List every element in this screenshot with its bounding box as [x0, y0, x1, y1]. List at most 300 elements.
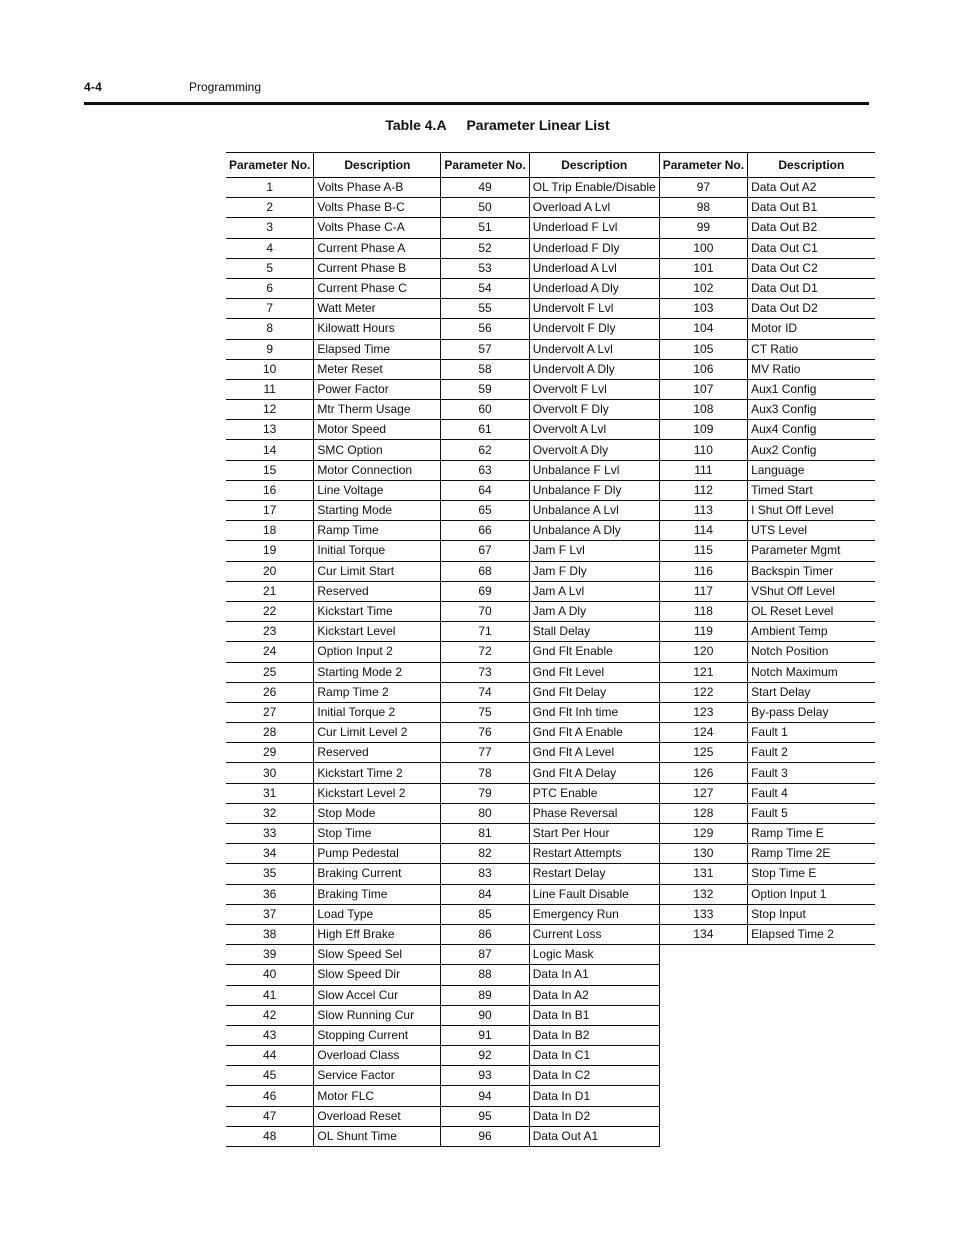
parameter-number-cell: 109	[659, 420, 747, 440]
table-row	[226, 622, 875, 642]
parameter-number-cell: 54	[441, 278, 529, 298]
parameter-description-cell: OL Reset Level	[748, 601, 875, 621]
table-row	[226, 682, 875, 702]
parameter-number-cell: 62	[441, 440, 529, 460]
table-row	[226, 924, 875, 944]
parameter-number-cell: 131	[659, 864, 747, 884]
parameter-number-cell: 60	[441, 400, 529, 420]
column-header: Description	[529, 153, 659, 178]
parameter-description-cell: OL Shunt Time	[314, 1126, 441, 1146]
parameter-description-cell: Data Out C2	[748, 258, 875, 278]
parameter-description-cell: Stop Time	[314, 824, 441, 844]
parameter-description-cell: Ramp Time 2E	[748, 844, 875, 864]
parameter-number-cell: 16	[226, 480, 314, 500]
parameter-description-cell	[748, 1126, 875, 1146]
parameter-number-cell: 30	[226, 763, 314, 783]
parameter-number-cell: 6	[226, 278, 314, 298]
parameter-number-cell: 124	[659, 723, 747, 743]
parameter-number-cell: 9	[226, 339, 314, 359]
table-row	[226, 985, 875, 1005]
parameter-number-cell	[659, 1106, 747, 1126]
parameter-description-cell: Data Out D2	[748, 299, 875, 319]
parameter-description-cell: Data Out B1	[748, 198, 875, 218]
parameter-description-cell: Notch Position	[748, 642, 875, 662]
parameter-number-cell: 105	[659, 339, 747, 359]
parameter-number-cell: 91	[441, 1025, 529, 1045]
parameter-description-cell: Cur Limit Start	[314, 561, 441, 581]
parameter-number-cell: 112	[659, 480, 747, 500]
parameter-number-cell: 128	[659, 803, 747, 823]
parameter-description-cell: Logic Mask	[529, 945, 659, 965]
parameter-description-cell: Option Input 1	[748, 884, 875, 904]
parameter-description-cell: Start Delay	[748, 682, 875, 702]
parameter-description-cell: Volts Phase B-C	[314, 198, 441, 218]
parameter-description-cell	[748, 1025, 875, 1045]
parameter-number-cell	[659, 1086, 747, 1106]
parameter-number-cell: 117	[659, 581, 747, 601]
parameter-description-cell: Slow Accel Cur	[314, 985, 441, 1005]
parameter-description-cell: Cur Limit Level 2	[314, 723, 441, 743]
column-header: Parameter No.	[226, 153, 314, 178]
table-row	[226, 864, 875, 884]
parameter-description-cell: Jam A Lvl	[529, 581, 659, 601]
parameter-number-cell: 3	[226, 218, 314, 238]
parameter-description-cell: Kickstart Level	[314, 622, 441, 642]
parameter-description-cell: Unbalance A Lvl	[529, 501, 659, 521]
table-row	[226, 359, 875, 379]
parameter-number-cell: 46	[226, 1086, 314, 1106]
parameter-number-cell: 69	[441, 581, 529, 601]
parameter-description-cell: Underload F Dly	[529, 238, 659, 258]
parameter-description-cell: Ramp Time 2	[314, 682, 441, 702]
parameter-description-cell: Motor ID	[748, 319, 875, 339]
parameter-number-cell: 75	[441, 702, 529, 722]
parameter-description-cell: Overload A Lvl	[529, 198, 659, 218]
parameter-number-cell: 39	[226, 945, 314, 965]
parameter-number-cell: 27	[226, 702, 314, 722]
parameter-number-cell: 20	[226, 561, 314, 581]
parameter-number-cell	[659, 965, 747, 985]
parameter-number-cell: 57	[441, 339, 529, 359]
parameter-description-cell: Underload A Dly	[529, 278, 659, 298]
parameter-description-cell: Gnd Flt Inh time	[529, 702, 659, 722]
parameter-description-cell: Gnd Flt Enable	[529, 642, 659, 662]
parameter-number-cell: 47	[226, 1106, 314, 1126]
column-header: Description	[314, 153, 441, 178]
parameter-description-cell: Stop Mode	[314, 803, 441, 823]
table-row	[226, 238, 875, 258]
parameter-number-cell: 132	[659, 884, 747, 904]
parameter-number-cell: 19	[226, 541, 314, 561]
parameter-number-cell: 74	[441, 682, 529, 702]
parameter-description-cell: Reserved	[314, 743, 441, 763]
parameter-number-cell: 66	[441, 521, 529, 541]
table-row	[226, 1066, 875, 1086]
parameter-number-cell: 13	[226, 420, 314, 440]
parameter-number-cell	[659, 1126, 747, 1146]
table-row	[226, 440, 875, 460]
parameter-description-cell: Starting Mode	[314, 501, 441, 521]
parameter-number-cell: 51	[441, 218, 529, 238]
parameter-description-cell: Motor Speed	[314, 420, 441, 440]
parameter-description-cell: I Shut Off Level	[748, 501, 875, 521]
parameter-description-cell: Pump Pedestal	[314, 844, 441, 864]
parameter-description-cell: Aux2 Config	[748, 440, 875, 460]
parameter-description-cell: Data In A1	[529, 965, 659, 985]
table-row	[226, 178, 875, 198]
table-row	[226, 803, 875, 823]
parameter-description-cell: Overload Reset	[314, 1106, 441, 1126]
parameter-number-cell: 78	[441, 763, 529, 783]
parameter-description-cell: Data Out D1	[748, 278, 875, 298]
parameter-number-cell: 85	[441, 904, 529, 924]
parameter-description-cell: OL Trip Enable/Disable	[529, 178, 659, 198]
parameter-description-cell: Jam A Dly	[529, 601, 659, 621]
parameter-number-cell	[659, 1025, 747, 1045]
parameter-description-cell: Motor Connection	[314, 460, 441, 480]
parameter-description-cell: Kilowatt Hours	[314, 319, 441, 339]
parameter-description-cell: Overvolt F Dly	[529, 400, 659, 420]
parameter-description-cell: Aux1 Config	[748, 379, 875, 399]
parameter-number-cell	[659, 1046, 747, 1066]
parameter-description-cell: Ramp Time	[314, 521, 441, 541]
parameter-description-cell: Fault 1	[748, 723, 875, 743]
parameter-number-cell: 23	[226, 622, 314, 642]
parameter-number-cell: 81	[441, 824, 529, 844]
column-header: Parameter No.	[659, 153, 747, 178]
parameter-number-cell: 55	[441, 299, 529, 319]
parameter-description-cell: Data In C2	[529, 1066, 659, 1086]
parameter-description-cell: SMC Option	[314, 440, 441, 460]
parameter-number-cell: 129	[659, 824, 747, 844]
parameter-description-cell: Option Input 2	[314, 642, 441, 662]
parameter-description-cell: Aux4 Config	[748, 420, 875, 440]
parameter-number-cell: 84	[441, 884, 529, 904]
parameter-number-cell: 83	[441, 864, 529, 884]
parameter-description-cell: Power Factor	[314, 379, 441, 399]
parameter-number-cell: 126	[659, 763, 747, 783]
parameter-number-cell: 5	[226, 258, 314, 278]
parameter-number-cell: 108	[659, 400, 747, 420]
parameter-description-cell: Current Phase C	[314, 278, 441, 298]
table-row	[226, 783, 875, 803]
parameter-description-cell: Braking Time	[314, 884, 441, 904]
table-row	[226, 824, 875, 844]
table-body	[226, 178, 875, 1147]
parameter-number-cell: 103	[659, 299, 747, 319]
parameter-number-cell: 50	[441, 198, 529, 218]
parameter-number-cell: 76	[441, 723, 529, 743]
parameter-description-cell: MV Ratio	[748, 359, 875, 379]
page-number: 4-4	[84, 80, 102, 94]
parameter-number-cell: 86	[441, 924, 529, 944]
table-row	[226, 541, 875, 561]
parameter-description-cell: By-pass Delay	[748, 702, 875, 722]
table-row	[226, 1086, 875, 1106]
table-row	[226, 278, 875, 298]
parameter-number-cell: 7	[226, 299, 314, 319]
parameter-number-cell: 107	[659, 379, 747, 399]
parameter-number-cell: 53	[441, 258, 529, 278]
parameter-description-cell: Unbalance F Lvl	[529, 460, 659, 480]
parameter-number-cell: 2	[226, 198, 314, 218]
parameter-number-cell: 15	[226, 460, 314, 480]
parameter-number-cell: 32	[226, 803, 314, 823]
parameter-description-cell: Emergency Run	[529, 904, 659, 924]
parameter-description-cell: Overvolt A Dly	[529, 440, 659, 460]
parameter-description-cell: Timed Start	[748, 480, 875, 500]
parameter-number-cell: 36	[226, 884, 314, 904]
table-row	[226, 763, 875, 783]
parameter-number-cell: 119	[659, 622, 747, 642]
parameter-description-cell: Line Voltage	[314, 480, 441, 500]
parameter-number-cell: 35	[226, 864, 314, 884]
parameter-number-cell: 1	[226, 178, 314, 198]
parameter-description-cell: Stall Delay	[529, 622, 659, 642]
parameter-number-cell: 12	[226, 400, 314, 420]
table-title-text: Parameter Linear List	[466, 117, 610, 133]
parameter-number-cell: 21	[226, 581, 314, 601]
parameter-number-cell: 102	[659, 278, 747, 298]
parameter-number-cell: 122	[659, 682, 747, 702]
parameter-number-cell: 116	[659, 561, 747, 581]
parameter-description-cell: Stopping Current	[314, 1025, 441, 1045]
parameter-number-cell: 100	[659, 238, 747, 258]
parameter-description-cell	[748, 965, 875, 985]
parameter-number-cell: 26	[226, 682, 314, 702]
parameter-description-cell: Slow Speed Sel	[314, 945, 441, 965]
parameter-description-cell: Undervolt A Lvl	[529, 339, 659, 359]
parameter-description-cell: Data Out B2	[748, 218, 875, 238]
parameter-number-cell: 70	[441, 601, 529, 621]
parameter-description-cell: Gnd Flt Delay	[529, 682, 659, 702]
table-row	[226, 480, 875, 500]
parameter-number-cell: 68	[441, 561, 529, 581]
parameter-number-cell: 134	[659, 924, 747, 944]
parameter-description-cell: Watt Meter	[314, 299, 441, 319]
parameter-description-cell: Fault 2	[748, 743, 875, 763]
parameter-description-cell: Volts Phase C-A	[314, 218, 441, 238]
parameter-number-cell: 43	[226, 1025, 314, 1045]
parameter-number-cell: 18	[226, 521, 314, 541]
parameter-number-cell: 48	[226, 1126, 314, 1146]
table-row	[226, 420, 875, 440]
parameter-number-cell: 58	[441, 359, 529, 379]
parameter-description-cell: Backspin Timer	[748, 561, 875, 581]
parameter-description-cell: Undervolt F Dly	[529, 319, 659, 339]
parameter-description-cell: PTC Enable	[529, 783, 659, 803]
table-row	[226, 299, 875, 319]
parameter-number-cell: 11	[226, 379, 314, 399]
parameter-description-cell: Current Loss	[529, 924, 659, 944]
parameter-description-cell: Fault 4	[748, 783, 875, 803]
parameter-description-cell: Jam F Lvl	[529, 541, 659, 561]
parameter-description-cell: Restart Attempts	[529, 844, 659, 864]
parameter-number-cell: 41	[226, 985, 314, 1005]
parameter-description-cell: Mtr Therm Usage	[314, 400, 441, 420]
parameter-description-cell: Jam F Dly	[529, 561, 659, 581]
parameter-number-cell: 4	[226, 238, 314, 258]
parameter-number-cell: 73	[441, 662, 529, 682]
parameter-description-cell: Current Phase A	[314, 238, 441, 258]
parameter-number-cell: 45	[226, 1066, 314, 1086]
parameter-description-cell: Slow Speed Dir	[314, 965, 441, 985]
parameter-description-cell: Kickstart Level 2	[314, 783, 441, 803]
parameter-description-cell: Data In D1	[529, 1086, 659, 1106]
parameter-number-cell: 25	[226, 662, 314, 682]
parameter-description-cell	[748, 945, 875, 965]
parameter-description-cell: Volts Phase A-B	[314, 178, 441, 198]
table-row	[226, 258, 875, 278]
parameter-description-cell: Slow Running Cur	[314, 1005, 441, 1025]
parameter-description-cell: Kickstart Time 2	[314, 763, 441, 783]
parameter-number-cell: 77	[441, 743, 529, 763]
parameter-number-cell: 14	[226, 440, 314, 460]
parameter-number-cell: 95	[441, 1106, 529, 1126]
parameter-number-cell: 64	[441, 480, 529, 500]
parameter-description-cell	[748, 985, 875, 1005]
parameter-description-cell: Starting Mode 2	[314, 662, 441, 682]
parameter-number-cell: 127	[659, 783, 747, 803]
parameter-description-cell: CT Ratio	[748, 339, 875, 359]
parameter-number-cell: 65	[441, 501, 529, 521]
parameter-description-cell: Start Per Hour	[529, 824, 659, 844]
parameter-description-cell: Reserved	[314, 581, 441, 601]
table-row	[226, 1106, 875, 1126]
table-row	[226, 662, 875, 682]
parameter-description-cell: Load Type	[314, 904, 441, 924]
parameter-number-cell: 96	[441, 1126, 529, 1146]
parameter-number-cell: 111	[659, 460, 747, 480]
parameter-description-cell: Motor FLC	[314, 1086, 441, 1106]
parameter-number-cell: 22	[226, 601, 314, 621]
parameter-number-cell: 110	[659, 440, 747, 460]
table-row	[226, 561, 875, 581]
table-row	[226, 702, 875, 722]
parameter-description-cell	[748, 1106, 875, 1126]
table-row	[226, 965, 875, 985]
parameter-number-cell: 49	[441, 178, 529, 198]
parameter-number-cell: 106	[659, 359, 747, 379]
parameter-number-cell: 101	[659, 258, 747, 278]
table-row	[226, 904, 875, 924]
parameter-number-cell: 31	[226, 783, 314, 803]
parameter-description-cell: Fault 5	[748, 803, 875, 823]
parameter-number-cell: 90	[441, 1005, 529, 1025]
table-row	[226, 1025, 875, 1045]
table-row	[226, 723, 875, 743]
parameter-description-cell: High Eff Brake	[314, 924, 441, 944]
section-title: Programming	[189, 80, 262, 94]
parameter-number-cell: 93	[441, 1066, 529, 1086]
parameter-number-cell: 17	[226, 501, 314, 521]
table-row	[226, 218, 875, 238]
table-row	[226, 319, 875, 339]
parameter-number-cell: 99	[659, 218, 747, 238]
parameter-number-cell: 52	[441, 238, 529, 258]
parameter-description-cell: Stop Time E	[748, 864, 875, 884]
parameter-description-cell	[748, 1046, 875, 1066]
parameter-number-cell: 98	[659, 198, 747, 218]
parameter-number-cell: 121	[659, 662, 747, 682]
parameter-number-cell: 114	[659, 521, 747, 541]
table-row	[226, 1046, 875, 1066]
parameter-number-cell	[659, 945, 747, 965]
parameter-description-cell: Ramp Time E	[748, 824, 875, 844]
parameter-description-cell: Data Out A2	[748, 178, 875, 198]
table-row	[226, 501, 875, 521]
parameter-table	[226, 152, 875, 1147]
parameter-number-cell	[659, 1005, 747, 1025]
parameter-description-cell: Gnd Flt Level	[529, 662, 659, 682]
parameter-description-cell: Underload A Lvl	[529, 258, 659, 278]
parameter-number-cell: 120	[659, 642, 747, 662]
parameter-description-cell: Notch Maximum	[748, 662, 875, 682]
parameter-number-cell: 38	[226, 924, 314, 944]
parameter-description-cell: Data Out C1	[748, 238, 875, 258]
table-row	[226, 400, 875, 420]
parameter-number-cell: 88	[441, 965, 529, 985]
table-row	[226, 601, 875, 621]
parameter-description-cell: Data In A2	[529, 985, 659, 1005]
table-row	[226, 581, 875, 601]
parameter-number-cell: 33	[226, 824, 314, 844]
parameter-description-cell: Stop Input	[748, 904, 875, 924]
parameter-description-cell: Phase Reversal	[529, 803, 659, 823]
table-row	[226, 1005, 875, 1025]
parameter-description-cell: Restart Delay	[529, 864, 659, 884]
table-row	[226, 339, 875, 359]
table-row	[226, 884, 875, 904]
parameter-description-cell: Elapsed Time	[314, 339, 441, 359]
parameter-description-cell: Data In C1	[529, 1046, 659, 1066]
table-row	[226, 198, 875, 218]
parameter-description-cell: Meter Reset	[314, 359, 441, 379]
parameter-description-cell: Aux3 Config	[748, 400, 875, 420]
parameter-description-cell: Overvolt F Lvl	[529, 379, 659, 399]
parameter-description-cell: Undervolt A Dly	[529, 359, 659, 379]
header-divider	[84, 102, 869, 105]
parameter-number-cell: 61	[441, 420, 529, 440]
parameter-number-cell: 130	[659, 844, 747, 864]
parameter-description-cell: Elapsed Time 2	[748, 924, 875, 944]
parameter-number-cell: 29	[226, 743, 314, 763]
parameter-number-cell: 79	[441, 783, 529, 803]
parameter-description-cell: Braking Current	[314, 864, 441, 884]
parameter-description-cell: Gnd Flt A Enable	[529, 723, 659, 743]
parameter-number-cell: 44	[226, 1046, 314, 1066]
parameter-number-cell: 59	[441, 379, 529, 399]
parameter-number-cell: 80	[441, 803, 529, 823]
parameter-number-cell: 24	[226, 642, 314, 662]
table-row	[226, 743, 875, 763]
parameter-description-cell: Service Factor	[314, 1066, 441, 1086]
parameter-number-cell: 87	[441, 945, 529, 965]
parameter-number-cell: 89	[441, 985, 529, 1005]
parameter-description-cell	[748, 1005, 875, 1025]
parameter-description-cell: Underload F Lvl	[529, 218, 659, 238]
parameter-number-cell: 10	[226, 359, 314, 379]
table-row	[226, 1126, 875, 1146]
parameter-description-cell: Ambient Temp	[748, 622, 875, 642]
parameter-description-cell: Data In B2	[529, 1025, 659, 1045]
parameter-number-cell: 104	[659, 319, 747, 339]
table-row	[226, 945, 875, 965]
column-header: Parameter No.	[441, 153, 529, 178]
parameter-description-cell: Unbalance A Dly	[529, 521, 659, 541]
column-header: Description	[748, 153, 875, 178]
parameter-description-cell: UTS Level	[748, 521, 875, 541]
